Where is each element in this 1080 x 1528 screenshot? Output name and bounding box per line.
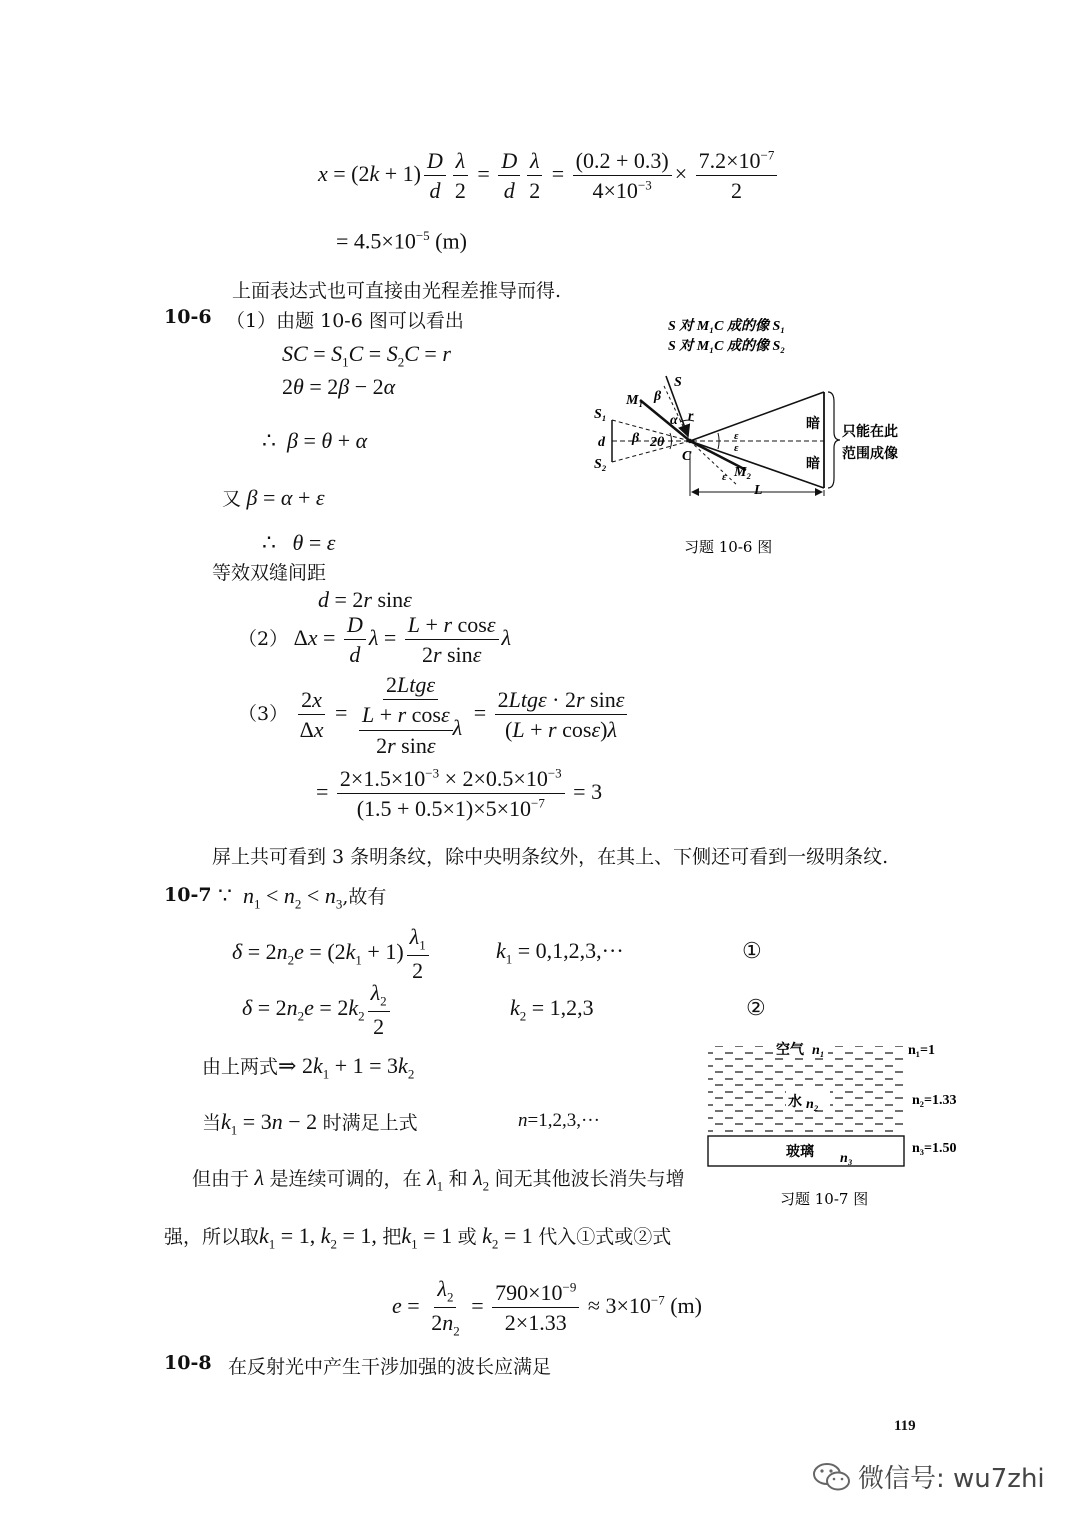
equation-delta-2: $\delta = 2n_2e = 2k_2$ $\frac{\lambda_2}{2}$	[242, 980, 393, 1040]
equation-x-fringe: x = (2k + 1) $\frac{D}{d}$ $\frac{\lambda}{2}$ = $\frac{D}{d}$ $\frac{\lambda}{2}$ = $\frac{(0.2 + 0.3)}{4\times 10^{-3}}$ × $\frac{7.2\times 10^{-7}}{2}$	[318, 148, 780, 204]
equiv-slit-text: 等效双缝间距	[212, 562, 327, 584]
label-S1: S₁	[594, 407, 607, 422]
label-d: d	[598, 435, 605, 450]
label-S2: S₂	[594, 457, 607, 472]
page-number: 119	[894, 1418, 916, 1434]
equation-delta-1: $\delta = 2n_2e = (2k_1 + 1)$ $\frac{\lambda_1}{2}$	[232, 924, 432, 984]
label-S: S	[674, 375, 682, 390]
label-eps1: ε	[734, 430, 739, 442]
label-n3-val: n₃=1.50	[912, 1141, 957, 1156]
equation-ratio: （3） $\frac{2x}{\Delta x}$ = 2Ltgε $\frac{\text{L + r cosε}}{\text{2r sinε}}$ λ = $\frac{\text{2Ltgε · 2r sinε}}{\text{(L + r cosε)λ}}$	[238, 672, 630, 758]
label-alpha: α	[670, 413, 678, 428]
label-M2: M₂	[734, 465, 752, 480]
wechat-icon	[812, 1461, 852, 1493]
label-eps3: ε	[722, 471, 727, 483]
problem-10-6-intro: （1）由题 10-6 图可以看出	[226, 310, 464, 332]
equation-n-values: n=1,2,3,···	[518, 1110, 600, 1131]
wechat-watermark	[812, 1458, 1045, 1495]
legend-s1: S 对 M₁C 成的像 S₁	[668, 319, 786, 334]
label-dark-bottom: 暗	[806, 456, 820, 472]
label-M1: M₁	[626, 393, 644, 408]
label-n1: n₁	[812, 1043, 825, 1058]
watermark-text: 微信号: wu7zhi	[858, 1464, 1045, 1494]
equation-d: d = 2r sinε	[318, 587, 412, 612]
problem-10-8-number: 10-8	[164, 1352, 212, 1374]
equation-from-both: 由上两式⇒ $2k_1 + 1 = 3k_2$	[202, 1053, 415, 1082]
label-n2: n₂	[806, 1097, 819, 1112]
equation-sc: SC = $S_1C = S_2C = r$	[282, 341, 451, 370]
label-2theta: 2θ	[650, 435, 665, 450]
label-C: C	[682, 449, 692, 464]
equation-when: 当$k_1 = 3n - 2$ 时满足上式	[202, 1109, 418, 1138]
equation-x-result: = $4.5\times 10^{-5}$ (m)	[336, 228, 467, 254]
equation-k2: $k_2 = 1,2,3$	[510, 995, 594, 1024]
problem-10-7-number: 10-7	[164, 884, 212, 906]
label-bracket-2: 范围成像	[842, 446, 898, 462]
label-dark-top: 暗	[806, 416, 820, 432]
problem-10-8-text: 在反射光中产生干涉加强的波长应满足	[228, 1356, 552, 1378]
label-L: L	[754, 483, 763, 498]
label-beta-top: β	[654, 389, 662, 404]
paragraph-but-1: 但由于 λ 是连续可调的，在 $\lambda_1$ 和 $\lambda_2$ 间无其他波长消失与增	[192, 1165, 685, 1194]
label-eps2: ε	[734, 442, 739, 454]
label-n2-val: n₂=1.33	[912, 1093, 957, 1108]
figure-10-6-caption: 习题 10-6 图	[684, 538, 773, 556]
label-water: 水	[788, 1094, 802, 1110]
paragraph-but-2: 强，所以取$k_1 = 1$, $k_2 = 1$, 把$k_1 = 1$ 或 $k_2 = 1$ 代入①式或②式	[164, 1223, 672, 1252]
equation-n-order: ∵ $n_1 < n_2 < n_3$,故有	[218, 883, 387, 912]
label-glass: 玻璃	[786, 1144, 814, 1160]
equation-beta-2: 又 β = α + ε	[222, 485, 325, 510]
equation-k1: $k_1 = 0,1,2,3,\cdot\cdot\cdot$	[496, 938, 624, 967]
label-r: r	[688, 409, 694, 424]
equation-delta-x: （2） Δx = $\frac{D}{d}$ λ = $\frac{\text{L + r cosε}}{\text{2r sinε}}$ λ	[238, 612, 512, 668]
label-bracket-1: 只能在此	[842, 424, 898, 440]
figure-10-6	[588, 312, 904, 560]
marker-circle-1: ①	[742, 938, 762, 963]
problem-10-6-conclusion: 屏上共可看到 3 条明条纹，除中央明条纹外，在其上、下侧还可看到一级明条纹.	[212, 846, 889, 868]
equation-2theta: 2θ = 2β − 2α	[282, 374, 396, 399]
legend-s2: S 对 M₁C 成的像 S₂	[668, 339, 786, 354]
label-n1-val: n₁=1	[908, 1043, 935, 1058]
problem-10-6-number: 10-6	[164, 306, 212, 328]
marker-circle-2: ②	[746, 995, 766, 1020]
label-n3: n₃	[840, 1151, 853, 1166]
equation-beta-1: ∴ β = θ + α	[262, 428, 368, 453]
label-beta-left: β	[632, 431, 640, 446]
figure-10-7-caption: 习题 10-7 图	[780, 1190, 869, 1208]
equation-theta-eps: ∴ θ = ε	[262, 530, 336, 555]
equation-e: e = $\frac{\lambda_2}{2n_2}$ = $\frac{790\times 10^{-9}}{2\times 1.33}$ ≈ $3\times 10^{-7}$ (m)	[392, 1276, 702, 1339]
figure-10-7	[704, 1036, 976, 1214]
note-text: 上面表达式也可直接由光程差推导而得.	[232, 280, 562, 302]
label-air: 空气	[776, 1042, 804, 1058]
equation-ratio-result: = $\frac{2\times 1.5\times 10^{-3} \times 2\times 0.5\times 10^{-3}}{(1.5 + 0.5\times 1)\times 5\times 10^{-7}}$ = 3	[316, 765, 603, 822]
